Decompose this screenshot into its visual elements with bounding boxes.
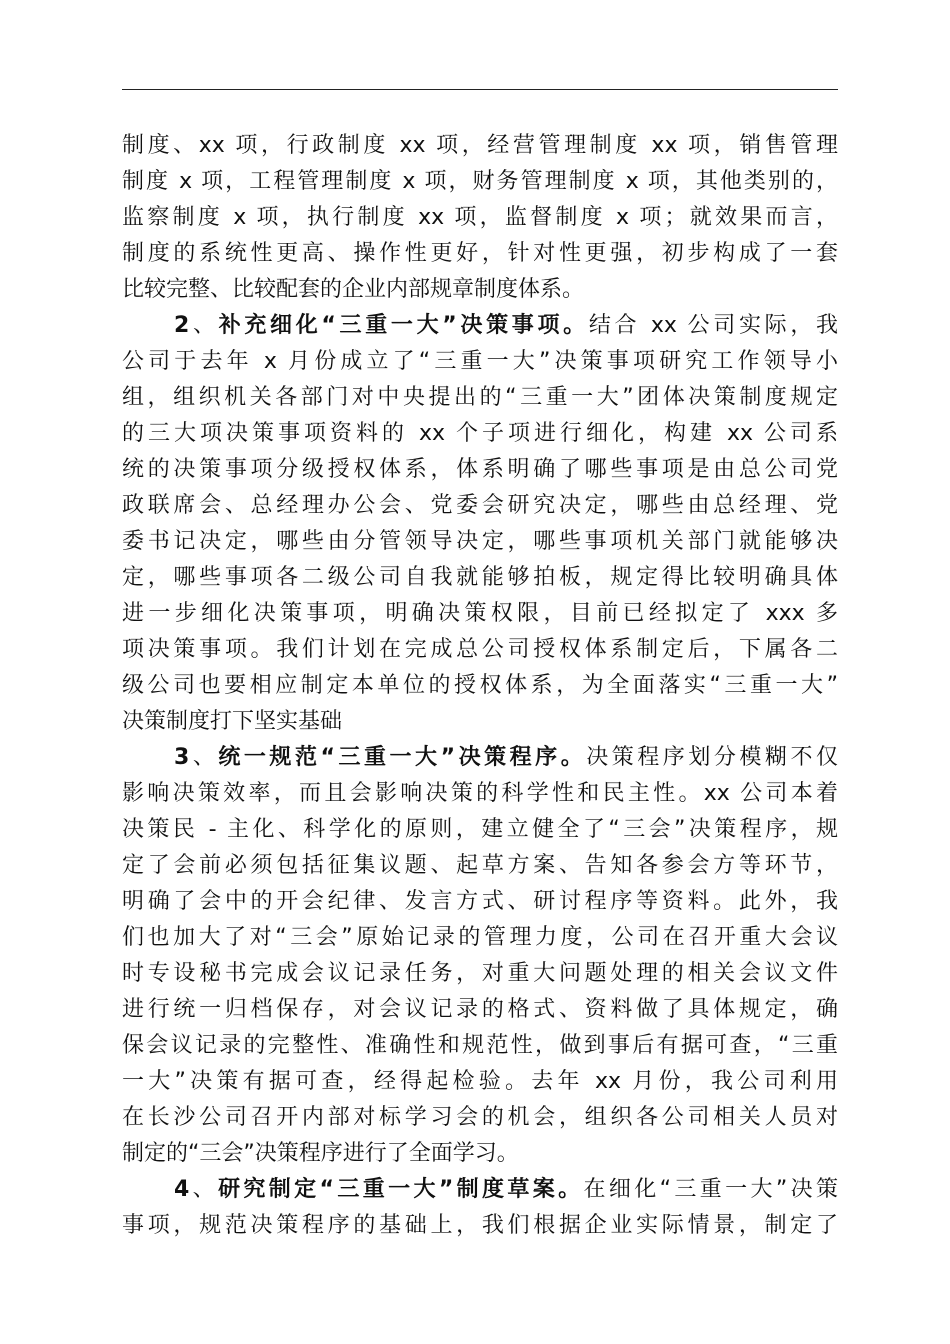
section-heading: 统一规范“三重一大”决策程序。 — [218, 745, 587, 770]
section-number: 2 — [174, 313, 190, 338]
text-line: 项决策事项。我们计划在完成总公司授权体系制定后，下属各二 — [122, 637, 838, 662]
section-heading-line — [122, 308, 838, 344]
text-line: 一大”决策有据可查，经得起检验。去年 xx 月份，我公司利用 — [122, 1069, 838, 1094]
text-line: 组，组织机关各部门对中央提出的“三重一大”团体决策制度规定 — [122, 385, 838, 410]
section-heading-line — [122, 1172, 838, 1208]
text-line: 制度 x 项，工程管理制度 x 项，财务管理制度 x 项，其他类别的， — [122, 169, 838, 194]
text-line: 级公司也要相应制定本单位的授权体系，为全面落实“三重一大” — [122, 673, 838, 698]
section-heading: 研究制定“三重一大”制度草案。 — [218, 1177, 584, 1202]
section-separator: 、 — [189, 1177, 219, 1202]
text-line: 决策民 - 主化、科学化的原则，建立健全了“三会”决策程序，规 — [122, 817, 838, 842]
text-line: 事项，规范决策程序的基础上，我们根据企业实际情景，制定了 — [122, 1213, 838, 1238]
document-body — [122, 128, 838, 1244]
text-line: 在长沙公司召开内部对标学习会的机会，组织各公司相关人员对 — [122, 1105, 838, 1130]
text-line: 监察制度 x 项，执行制度 xx 项，监督制度 x 项；就效果而言， — [122, 205, 838, 230]
section-separator: 、 — [189, 313, 219, 338]
text-line: 保会议记录的完整性、准确性和规范性，做到事后有据可查，“三重 — [122, 1033, 838, 1058]
section-separator: 、 — [189, 745, 219, 770]
text-line: 制度、xx 项，行政制度 xx 项，经营管理制度 xx 项，销售管理 — [122, 133, 838, 158]
section-heading-line — [122, 740, 838, 776]
text-line: 进一步细化决策事项，明确决策权限，目前已经拟定了 xxx 多 — [122, 601, 838, 626]
text-line: 制度的系统性更高、操作性更好，针对性更强，初步构成了一套 — [122, 241, 838, 266]
text-line: 决策制度打下坚实基础 — [122, 709, 343, 734]
text-line: 明确了会中的开会纪律、发言方式、研讨程序等资料。此外，我 — [122, 889, 838, 914]
text-line: 进行统一归档保存，对会议记录的格式、资料做了具体规定，确 — [122, 997, 838, 1022]
header-rule — [122, 89, 838, 90]
text-line: 统的决策事项分级授权体系，体系明确了哪些事项是由总公司党 — [122, 457, 838, 482]
section-heading: 补充细化“三重一大”决策事项。 — [218, 313, 589, 338]
section-text: 决策程序划分模糊不仅 — [586, 745, 838, 770]
text-line: 影响决策效率，而且会影响决策的科学性和民主性。xx 公司本着 — [122, 781, 838, 806]
section-text: 结合 xx 公司实际，我 — [588, 313, 838, 338]
text-line: 们也加大了对“三会”原始记录的管理力度，公司在召开重大会议 — [122, 925, 838, 950]
section-text: 在细化“三重一大”决策 — [583, 1177, 838, 1202]
text-line: 时专设秘书完成会议记录任务，对重大问题处理的相关会议文件 — [122, 961, 838, 986]
text-line: 政联席会、总经理办公会、党委会研究决定，哪些由总经理、党 — [122, 493, 838, 518]
text-line: 定了会前必须包括征集议题、起草方案、告知各参会方等环节， — [122, 853, 838, 878]
text-line: 委书记决定，哪些由分管领导决定，哪些事项机关部门就能够决 — [122, 529, 838, 554]
section-number: 3 — [174, 745, 190, 770]
text-line: 比较完整、比较配套的企业内部规章制度体系。 — [122, 277, 585, 302]
text-line: 公司于去年 x 月份成立了“三重一大”决策事项研究工作领导小 — [122, 349, 838, 374]
text-line: 制定的“三会”决策程序进行了全面学习。 — [122, 1141, 519, 1166]
section-number: 4 — [174, 1177, 190, 1202]
text-line: 定，哪些事项各二级公司自我就能够拍板，规定得比较明确具体 — [122, 565, 838, 590]
text-line: 的三大项决策事项资料的 xx 个子项进行细化，构建 xx 公司系 — [122, 421, 838, 446]
